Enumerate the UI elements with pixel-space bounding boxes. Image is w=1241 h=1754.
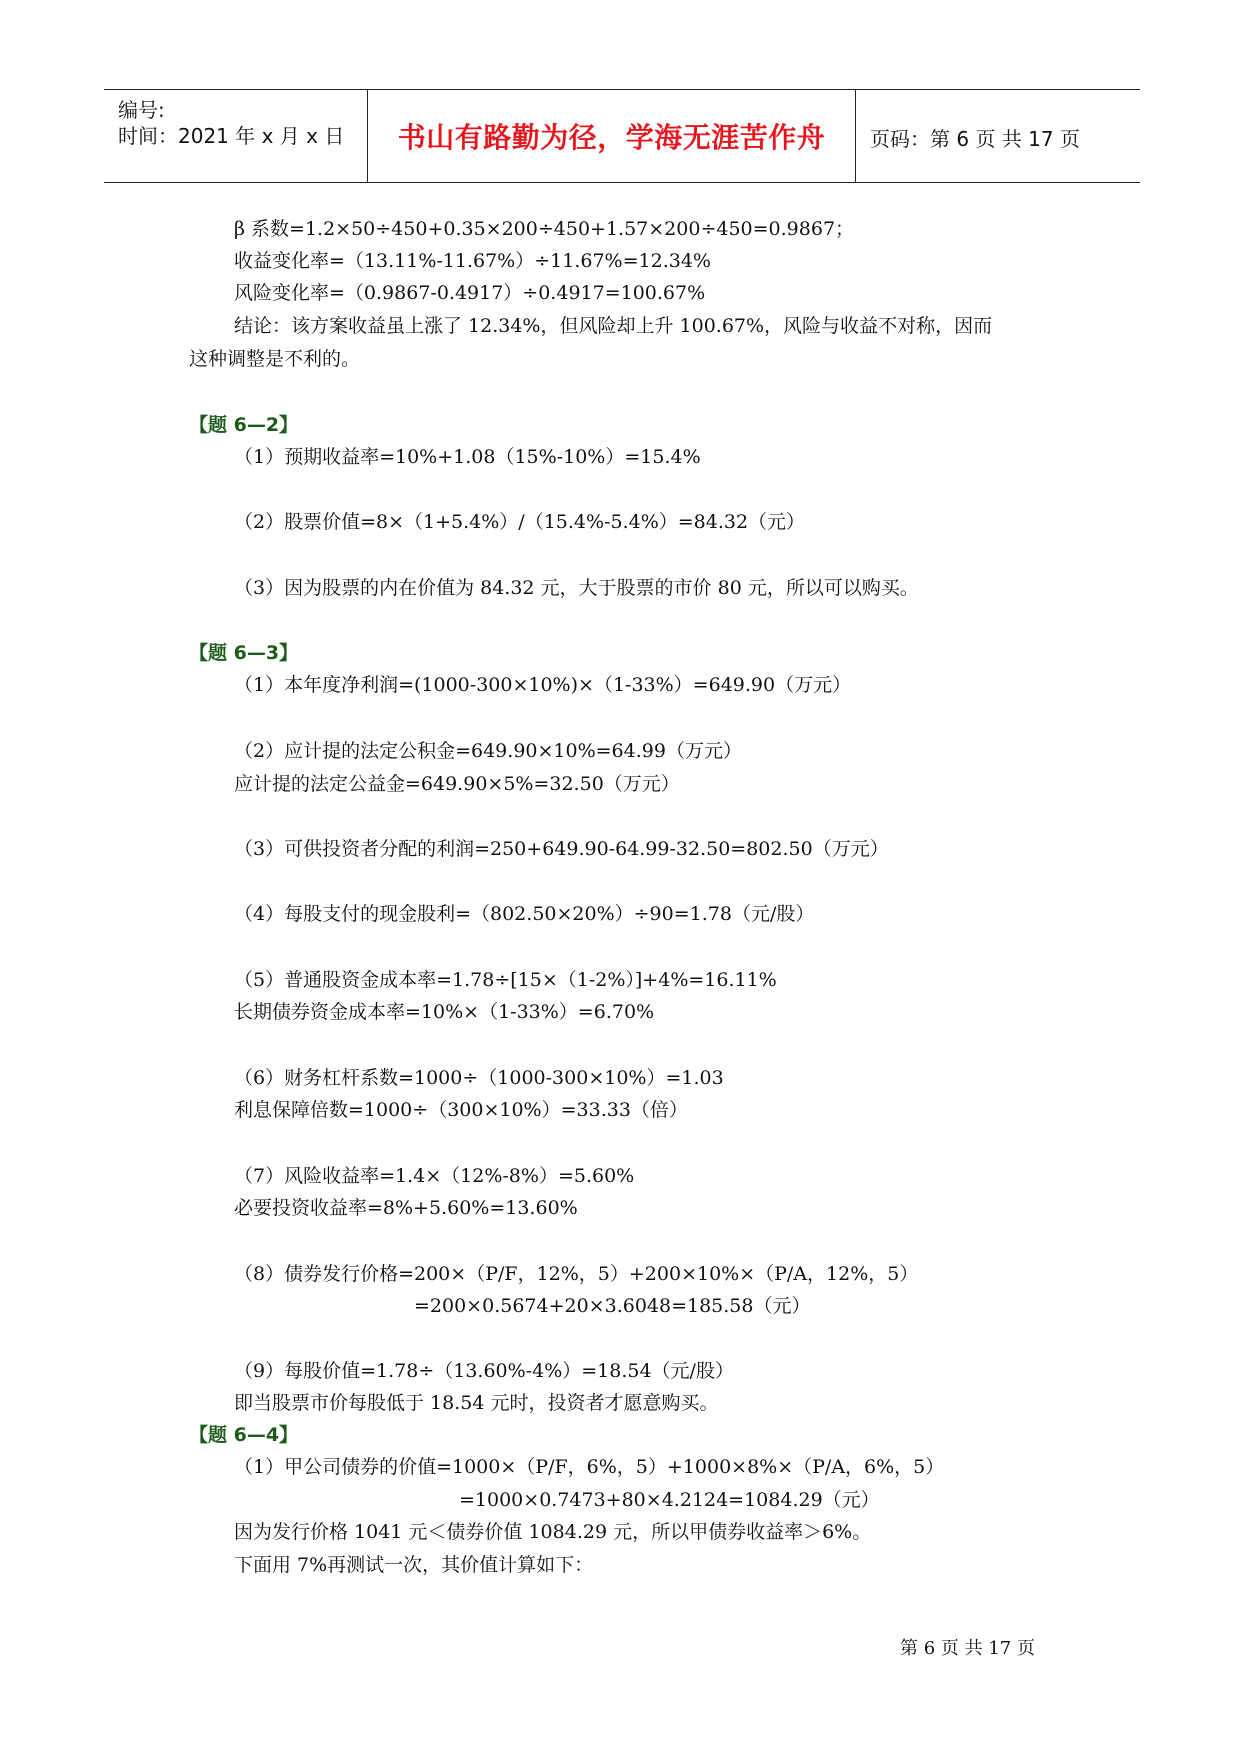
q62-line-3: （3）因为股票的内在价值为 84.32 元，大于股票的市价 80 元，所以可以购买。	[234, 577, 919, 599]
q64-line-1d: 下面用 7%再测试一次，其价值计算如下：	[234, 1554, 594, 1576]
question-heading-6-4: 【题 6—4】	[189, 1424, 299, 1446]
page-header	[104, 89, 1140, 183]
q64-line-1b: =1000×0.7473+80×4.2124=1084.29（元）	[459, 1489, 880, 1511]
q63-line-9b: 即当股票市价每股低于 18.54 元时，投资者才愿意购买。	[234, 1392, 719, 1414]
motto-text: 书山有路勤为径，学海无涯苦作舟	[397, 121, 826, 154]
q62-line-1: （1）预期收益率=10%+1.08（15%-10%）=15.4%	[234, 446, 701, 468]
header-info-cell	[104, 90, 368, 182]
q63-line-2a: （2）应计提的法定公积金=649.90×10%=64.99（万元）	[234, 740, 742, 762]
number-label: 编号:	[118, 98, 165, 122]
question-heading-6-3: 【题 6—3】	[189, 642, 299, 664]
page-code: 页码：第 6 页 共 17 页	[870, 127, 1080, 151]
q63-line-6b: 利息保障倍数=1000÷（300×10%）=33.33（倍）	[234, 1099, 688, 1121]
q63-line-9a: （9）每股价值=1.78÷（13.60%-4%）=18.54（元/股）	[234, 1360, 734, 1382]
q63-line-7a: （7）风险收益率=1.4×（12%-8%）=5.60%	[234, 1165, 635, 1187]
return-change-line: 收益变化率=（13.11%-11.67%）÷11.67%=12.34%	[234, 250, 711, 272]
question-heading-6-2: 【题 6—2】	[189, 414, 299, 436]
conclusion-line-2: 这种调整是不利的。	[189, 348, 361, 370]
q63-line-8a: （8）债券发行价格=200×（P/F，12%，5）+200×10%×（P/A，12%，5）	[234, 1263, 919, 1285]
q63-line-8b: =200×0.5674+20×3.6048=185.58（元）	[414, 1295, 811, 1317]
q63-line-2b: 应计提的法定公益金=649.90×5%=32.50（万元）	[234, 773, 680, 795]
q63-line-7b: 必要投资收益率=8%+5.60%=13.60%	[234, 1197, 578, 1219]
q63-line-5b: 长期债券资金成本率=10%×（1-33%）=6.70%	[234, 1001, 655, 1023]
q64-line-1c: 因为发行价格 1041 元＜债券价值 1084.29 元，所以甲债券收益率＞6%。	[234, 1521, 872, 1543]
q63-line-6a: （6）财务杠杆系数=1000÷（1000-300×10%）=1.03	[234, 1067, 724, 1089]
q63-line-4: （4）每股支付的现金股利=（802.50×20%）÷90=1.78（元/股）	[234, 903, 815, 925]
conclusion-line-1: 结论：该方案收益虽上涨了 12.34%，但风险却上升 100.67%，风险与收益不对称，因而	[234, 315, 993, 337]
q63-line-1: （1）本年度净利润=(1000-300×10%)×（1-33%）=649.90（万元）	[234, 674, 852, 696]
beta-line: β 系数=1.2×50÷450+0.35×200÷450+1.57×200÷450=0.9867；	[234, 218, 855, 240]
q62-line-2: （2）股票价值=8×（1+5.4%）/（15.4%-5.4%）=84.32（元）	[234, 511, 806, 533]
q64-line-1a: （1）甲公司债券的价值=1000×（P/F，6%，5）+1000×8%×（P/A，6%，5）	[234, 1456, 945, 1478]
header-motto-cell	[368, 90, 856, 182]
q63-line-5a: （5）普通股资金成本率=1.78÷[15×（1-2%）]+4%=16.11%	[234, 969, 777, 991]
risk-change-line: 风险变化率=（0.9867-0.4917）÷0.4917=100.67%	[234, 282, 706, 304]
time-label: 时间：2021 年 x 月 x 日	[118, 124, 345, 148]
header-page-cell	[856, 90, 1140, 182]
page-footer: 第 6 页 共 17 页	[900, 1638, 1035, 1659]
q63-line-3: （3）可供投资者分配的利润=250+649.90-64.99-32.50=802.50（万元）	[234, 838, 889, 860]
